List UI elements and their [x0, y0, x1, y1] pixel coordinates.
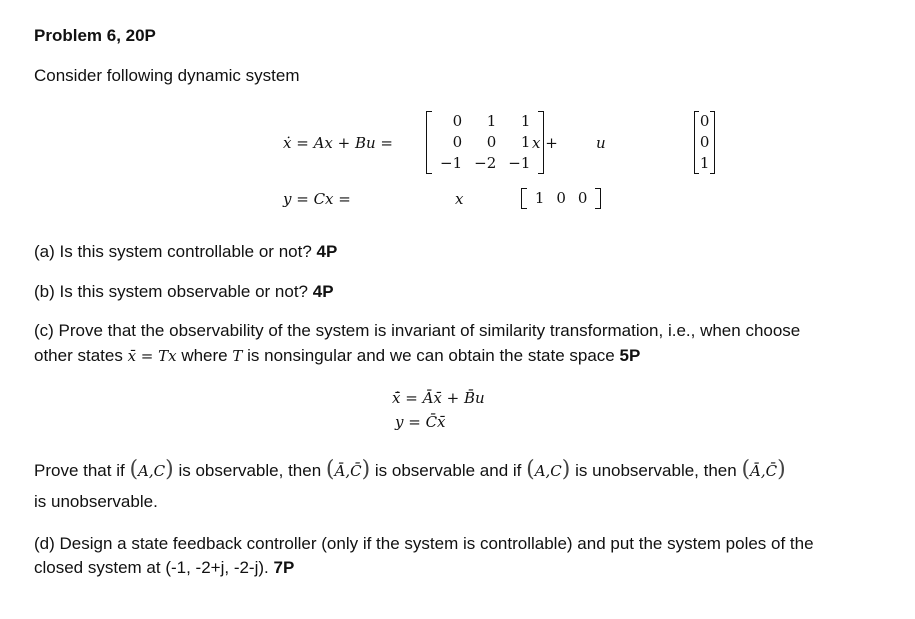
part-c-transform: x̄ = Tx: [127, 347, 177, 365]
matrix-c-cell-0-0: 1: [534, 189, 545, 207]
matrix-b-cell-1: 0: [699, 133, 710, 151]
matrix-b-cell-0: 0: [699, 112, 710, 130]
pair-ac: A,C: [138, 462, 166, 480]
part-c-line2-b: where: [181, 346, 228, 365]
matrix-a-cell-0-0: 0: [452, 112, 463, 130]
matrix-b: [694, 111, 716, 174]
pair-ac-2: A,C: [534, 462, 562, 480]
part-c-line2-a: other states: [34, 346, 123, 365]
part-c-line2: [34, 344, 640, 368]
part-a-text: (a) Is this system controllable or not?: [34, 242, 312, 261]
matrix-a-cell-1-1: 0: [486, 133, 497, 151]
part-d-line1: (d) Design a state feedback controller (only if the system is controllable) and put the system poles of the: [34, 534, 814, 553]
prove-line1: Prove that if (A,C) is observable, then (Ā,C̄) is observable and if (A,C) is unobservable, then (Ā,C̄): [34, 457, 786, 482]
matrix-a-cell-2-0: −1: [440, 154, 463, 172]
state-equation-u: u: [596, 134, 606, 152]
part-c-T: T: [232, 347, 243, 365]
problem-title: Problem 6, 20P: [34, 26, 156, 45]
prove-line2: is unobservable.: [34, 492, 158, 511]
matrix-a-cell-0-1: 1: [486, 112, 497, 130]
part-a: [34, 240, 337, 264]
matrix-c-cell-0-2: 0: [577, 189, 588, 207]
matrix-c-cell-0-1: 0: [556, 189, 566, 207]
state-equation-x-plus: x +: [532, 134, 558, 152]
matrix-a-cell-2-1: −2: [474, 154, 497, 172]
problem-intro: Consider following dynamic system: [34, 66, 300, 85]
prove-c: is observable and if: [374, 461, 522, 480]
prove-b: is observable, then: [178, 461, 322, 480]
pair-ac-bar: Ā,C̄: [334, 462, 362, 480]
part-b: [34, 280, 334, 304]
part-c-points: 5P: [619, 346, 641, 365]
transformed-output-equation: y = C̄x̄: [395, 413, 446, 431]
matrix-a-cell-1-2: 1: [520, 133, 531, 151]
part-d-points: 7P: [273, 558, 295, 577]
part-c-line2-c: is nonsingular and we can obtain the state space: [247, 346, 615, 365]
part-b-points: 4P: [312, 282, 334, 301]
part-c-line1: (c) Prove that the observability of the system is invariant of similarity transformation, i.e., when choose: [34, 321, 801, 340]
transformed-state-equation: x̄̇ = Āx̄ + B̄u: [392, 389, 485, 407]
part-b-text: (b) Is this system observable or not?: [34, 282, 309, 301]
matrix-a-cell-0-2: 1: [520, 112, 531, 130]
part-d-line2: [34, 556, 294, 580]
prove-a: Prove that if: [34, 461, 125, 480]
matrix-b-cell-2: 1: [699, 154, 710, 172]
part-d-text: closed system at (-1, -2+j, -2-j).: [34, 558, 269, 577]
matrix-a-cell-2-2: −1: [508, 154, 531, 172]
pair-ac-bar-2: Ā,C̄: [750, 462, 778, 480]
matrix-a-cell-1-0: 0: [452, 133, 463, 151]
matrix-a: [426, 111, 544, 174]
output-equation-lhs: y = Cx =: [283, 190, 351, 208]
matrix-c: [521, 188, 602, 209]
part-a-points: 4P: [316, 242, 338, 261]
state-equation-lhs: ẋ = Ax + Bu =: [283, 134, 393, 152]
output-equation-x: x: [455, 190, 464, 208]
prove-d: is unobservable, then: [575, 461, 737, 480]
